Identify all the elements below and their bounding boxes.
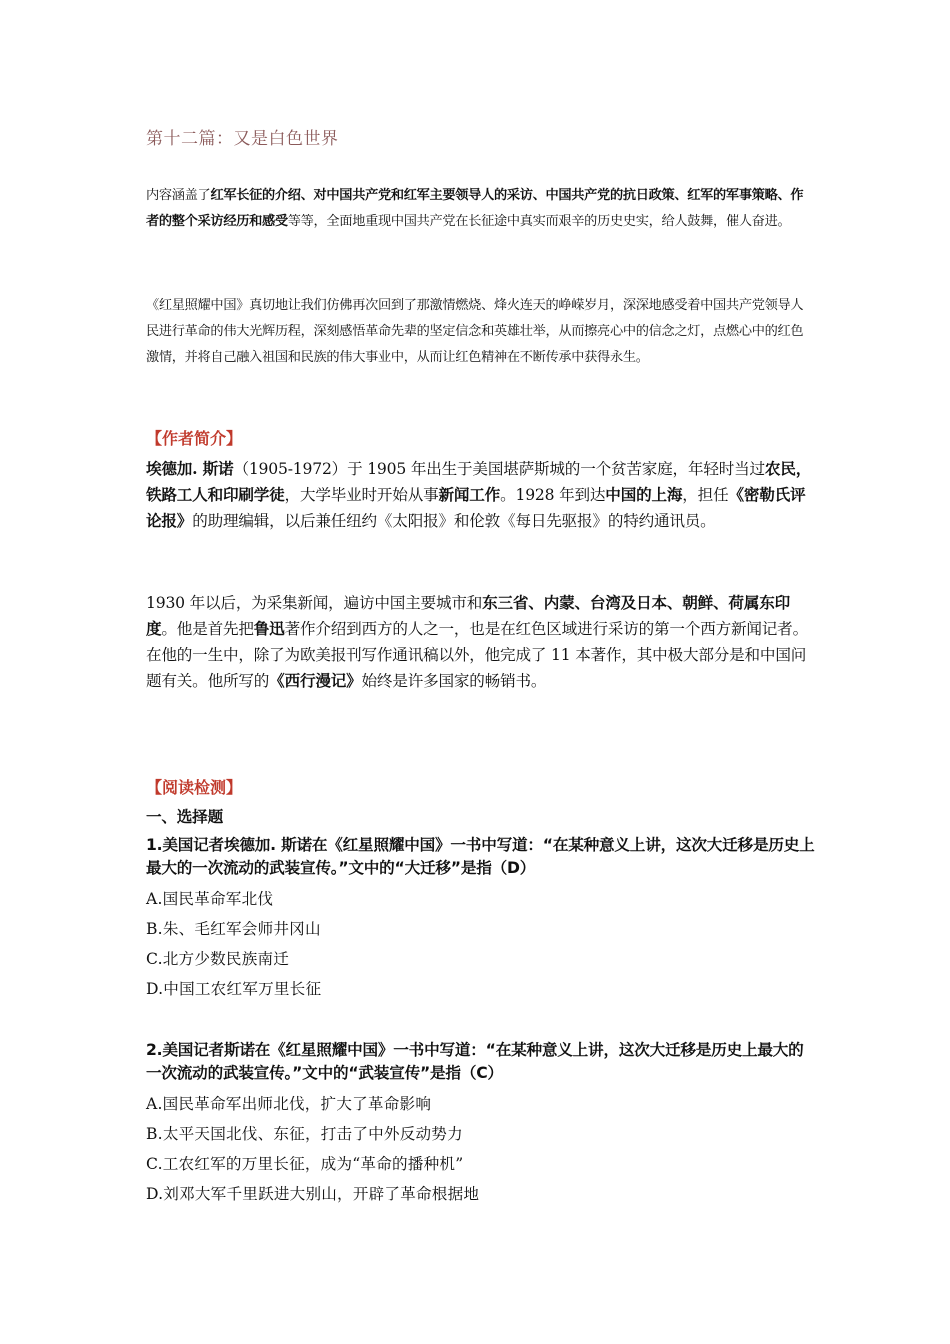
author-paragraph-1 bbox=[146, 456, 816, 534]
option-b: B.太平天国北伐、东征，打击了中外反动势力 bbox=[146, 1125, 463, 1143]
author-p2-run: 《西行漫记》 bbox=[269, 671, 362, 690]
option-d: D.刘邓大军千里跃进大别山，开辟了革命根据地 bbox=[146, 1185, 480, 1203]
intro-paragraph-2: 《红星照耀中国》真切地让我们仿佛再次回到了那激情燃烧、烽火连天的峥嵘岁月，深深地感受着中国共产党领导人民进行革命的伟大光辉历程，深刻感悟革命先辈的坚定信念和英雄壮举，从而擦亮心中的信念之灯，点燃心中的红色激情，并将自己融入祖国和民族的伟大事业中，从而让红色精神在不断传承中获得永生。 bbox=[146, 298, 804, 365]
question-2-options bbox=[146, 1089, 816, 1209]
author-p1-run: 的助理编辑，以后兼任纽约《太阳报》和伦敦《每日先驱报》的特约通讯员。 bbox=[192, 512, 716, 530]
option-d: D.中国工农红军万里长征 bbox=[146, 980, 322, 998]
author-p1-run: 中国的上海 bbox=[605, 485, 683, 504]
author-p2-run: 著作介绍到西方的人之一，也是在红色区域进行采访的第一个西方新闻记者。在他的一生中，除了为欧美报刊写作通讯稿以外，他完成了 11 本著作，其中极大部分是和中国问题有关。他所写的 bbox=[146, 620, 808, 690]
option-b: B.朱、毛红军会师井冈山 bbox=[146, 920, 321, 938]
author-p2-run: 1930 年以后，为采集新闻，遍访中国主要城市和 bbox=[146, 594, 483, 612]
author-heading: 【作者简介】 bbox=[146, 429, 243, 448]
author-p1-run: 《密勒氏评论报》 bbox=[146, 485, 806, 530]
option-a: A.国民革命军北伐 bbox=[146, 890, 274, 908]
author-p1-run: 农民，铁路工人和印刷学徒 bbox=[146, 459, 812, 504]
option-c: C.工农红军的万里长征，成为“革命的播种机” bbox=[146, 1155, 464, 1173]
section-title: 一、选择题 bbox=[146, 808, 223, 826]
author-p1-run: （1905-1972）于 1905 年出生于美国堪萨斯城的一个贫苦家庭，年轻时当过 bbox=[233, 460, 765, 478]
author-p2-run: 东三省、内蒙、台湾及日本、朝鲜、荷属东印度 bbox=[146, 593, 791, 638]
chapter-title: 第十二篇：又是白色世界 bbox=[146, 129, 339, 149]
author-p1-run: ，担任 bbox=[682, 486, 729, 504]
author-p1-run: 。1928 年到达 bbox=[500, 486, 606, 504]
intro-text: 内容涵盖了 bbox=[146, 188, 211, 203]
author-p2-run: 鲁迅 bbox=[253, 619, 285, 638]
author-p2-run: 。他是首先把 bbox=[161, 620, 254, 638]
option-c: C.北方少数民族南迁 bbox=[146, 950, 290, 968]
author-p1-run: ，大学毕业时开始从事 bbox=[284, 486, 439, 504]
question-1-options bbox=[146, 884, 816, 1004]
option-a: A.国民革命军出师北伐，扩大了革命影响 bbox=[146, 1095, 432, 1113]
question-1-stem: 1.美国记者埃德加. 斯诺在《红星照耀中国》一书中写道：“在某种意义上讲，这次大迁移是历史上最大的一次流动的武装宣传。”文中的“大迁移”是指（D） bbox=[146, 836, 815, 877]
author-p1-run: 埃德加. 斯诺 bbox=[146, 459, 234, 478]
intro-bold-text: 红军长征的介绍、对中国共产党和红军主要领导人的采访、中国共产党的抗日政策、红军的军事策略、作者的整个采访经历和感受 bbox=[146, 188, 804, 229]
reading-heading: 【阅读检测】 bbox=[146, 778, 243, 797]
question-2-stem: 2.美国记者斯诺在《红星照耀中国》一书中写道：“在某种意义上讲，这次大迁移是历史上最大的一次流动的武装宣传。”文中的“武装宣传”是指（C） bbox=[146, 1041, 804, 1082]
author-p1-run: 新闻工作 bbox=[438, 485, 501, 504]
author-p2-run: 始终是许多国家的畅销书。 bbox=[361, 672, 547, 690]
author-paragraph-2 bbox=[146, 590, 816, 694]
intro-text: 等等，全面地重现中国共产党在长征途中真实而艰辛的历史史实，给人鼓舞，催人奋进。 bbox=[287, 214, 791, 229]
intro-paragraph-1 bbox=[146, 183, 816, 235]
